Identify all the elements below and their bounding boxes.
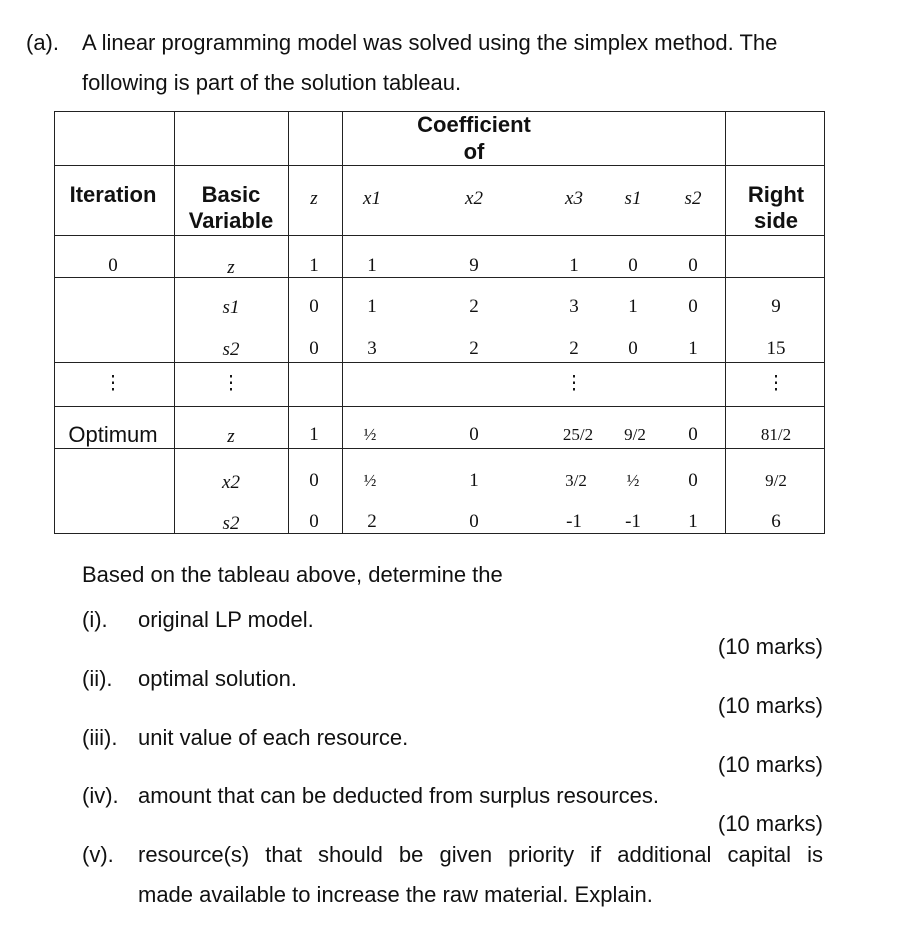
cell-x2: 1	[469, 470, 479, 491]
item-number: (i).	[82, 607, 108, 632]
cell-rhs: 9/2	[765, 471, 787, 490]
cell-x2: 9	[469, 255, 479, 276]
cell-x2: 0	[469, 424, 479, 445]
item-number: (ii).	[82, 666, 113, 691]
item-text-line2: made available to increase the raw material. Explain.	[138, 882, 653, 907]
ellipsis: ⋮	[221, 373, 241, 394]
cell-s2: 1	[688, 338, 698, 359]
item-marks: (10 marks)	[717, 693, 823, 718]
header-var-x2: x2	[465, 188, 483, 209]
cell-x2: 2	[469, 338, 479, 359]
cell-s2: 0	[688, 470, 698, 491]
question-intro-line2: following is part of the solution tableau.	[82, 70, 462, 95]
cell-rhs: 9	[771, 296, 781, 317]
item-number: (iii).	[82, 725, 118, 750]
cell-s2: 0	[688, 296, 698, 317]
cell-x1: ½	[363, 471, 377, 490]
item-text: optimal solution.	[138, 666, 297, 691]
item-text: original LP model.	[138, 607, 314, 632]
question-intro-line1: A linear programming model was solved using the simplex method. The	[82, 30, 778, 55]
header-var-x3: x3	[565, 188, 583, 209]
header-var-x1: x1	[363, 188, 381, 209]
cell-x2: 0	[469, 511, 479, 532]
ellipsis: ⋮	[564, 373, 584, 394]
header-right-line2: side	[753, 208, 799, 233]
header-iteration: Iteration	[69, 182, 157, 207]
table-rule	[54, 235, 825, 236]
cell-basic: s1	[222, 297, 240, 318]
table-column-rule	[288, 111, 289, 534]
optimum-label: Optimum	[68, 422, 158, 447]
cell-z: 1	[309, 255, 319, 276]
cell-rhs: 81/2	[760, 425, 792, 444]
cell-z: 0	[309, 338, 319, 359]
cell-x3: 3	[569, 296, 579, 317]
item-text-line1: resource(s) that should be given priority if additional capital is	[138, 842, 823, 867]
cell-z: 0	[309, 296, 319, 317]
table-column-rule	[725, 111, 726, 534]
cell-rhs: 6	[771, 511, 781, 532]
table-rule	[54, 277, 825, 278]
cell-z: 0	[309, 470, 319, 491]
cell-x2: 2	[469, 296, 479, 317]
cell-s1: 1	[628, 296, 638, 317]
cell-basic: z	[227, 426, 235, 447]
cell-x1: 2	[367, 511, 377, 532]
cell-rhs: 15	[766, 338, 786, 359]
header-basic-line1: Basic	[201, 182, 261, 207]
cell-x3: 25/2	[562, 425, 594, 444]
cell-x3: 3/2	[565, 471, 587, 490]
header-var-z: z	[310, 188, 318, 209]
cell-s2: 0	[688, 255, 698, 276]
table-column-rule	[174, 111, 175, 534]
table-border-left	[54, 111, 55, 534]
item-marks: (10 marks)	[717, 634, 823, 659]
table-border-bottom	[54, 533, 825, 534]
item-marks: (10 marks)	[717, 811, 823, 836]
cell-x1: 3	[367, 338, 377, 359]
item-marks: (10 marks)	[717, 752, 823, 777]
table-rule	[54, 448, 825, 449]
cell-s2: 0	[688, 424, 698, 445]
cell-x3: -1	[566, 511, 582, 532]
cell-s1: 0	[628, 255, 638, 276]
ellipsis: ⋮	[103, 373, 123, 394]
cell-s1: ½	[626, 471, 640, 490]
item-number: (iv).	[82, 783, 119, 808]
cell-basic: x2	[222, 472, 240, 493]
cell-s1: 9/2	[624, 425, 646, 444]
cell-x1: 1	[367, 296, 377, 317]
cell-x1: ½	[363, 425, 377, 444]
header-coefficient-line1: Coefficient	[417, 112, 531, 137]
header-basic-line2: Variable	[188, 208, 274, 233]
prompt-text: Based on the tableau above, determine the	[82, 562, 503, 587]
item-number: (v).	[82, 842, 114, 867]
header-coefficient-line2: of	[463, 139, 485, 164]
table-border-right	[824, 111, 825, 534]
cell-s1: 0	[628, 338, 638, 359]
cell-x1: 1	[367, 255, 377, 276]
cell-x3: 1	[569, 255, 579, 276]
header-right-line1: Right	[747, 182, 805, 207]
cell-x3: 2	[569, 338, 579, 359]
question-label: (a).	[26, 30, 59, 55]
ellipsis: ⋮	[766, 373, 786, 394]
cell-basic: z	[227, 257, 235, 278]
iteration-0-label: 0	[108, 255, 118, 276]
cell-s1: -1	[625, 511, 641, 532]
table-rule	[54, 165, 825, 166]
table-rule	[54, 406, 825, 407]
cell-basic: s2	[222, 339, 240, 360]
item-text: amount that can be deducted from surplus resources.	[138, 783, 659, 808]
cell-z: 1	[309, 424, 319, 445]
header-var-s1: s1	[624, 188, 642, 209]
table-rule	[54, 362, 825, 363]
cell-basic: s2	[222, 513, 240, 534]
table-column-rule	[342, 111, 343, 534]
header-var-s2: s2	[684, 188, 702, 209]
cell-s2: 1	[688, 511, 698, 532]
cell-z: 0	[309, 511, 319, 532]
item-text: unit value of each resource.	[138, 725, 409, 750]
